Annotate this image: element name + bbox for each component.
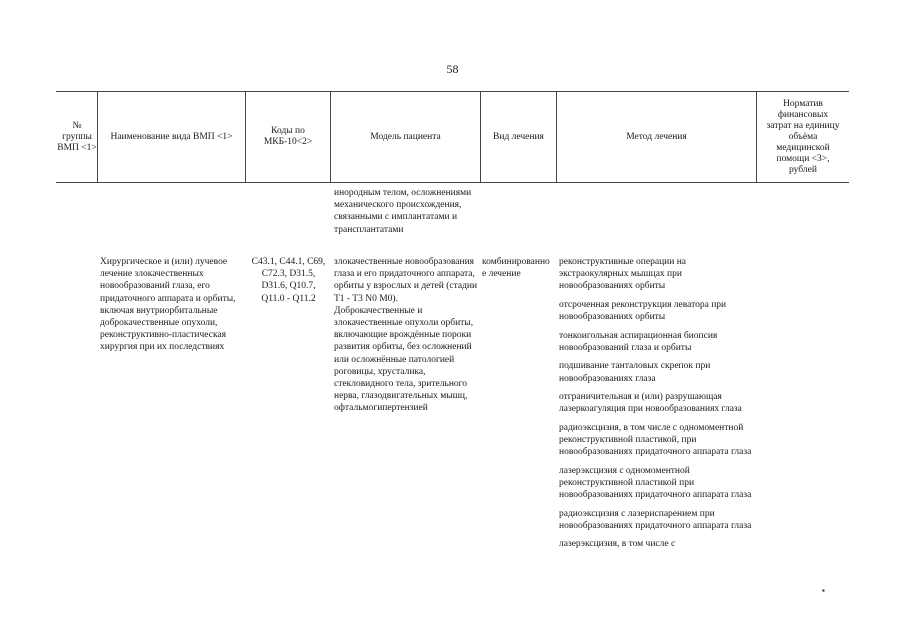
header-treatment-type: Вид лечения [493, 131, 544, 142]
model-continuation-text: инородным телом, осложнениями механического происхождения, связанными с имплантатами и трансплантатами [334, 188, 472, 235]
treatment-type-cell: комбинированное лечение [482, 257, 550, 280]
header-patient-model: Модель пациента [370, 131, 441, 142]
treatment-methods-list [559, 256, 755, 557]
method-item: лазерэксцизия с одномоментной реконструктивной пластикой при новообразованиях придаточного аппарата глаза [559, 465, 752, 501]
header-cost-standard: Норматив финансовых затрат на единицу объёма медицинской помощи <3>, рублей [766, 98, 840, 175]
method-item: радиоэксцизия, в том числе с одномоментной реконструктивной пластикой, при новообразованиях придаточного аппарата глаза [559, 422, 752, 458]
method-item: подшивание танталовых скрепок при новообразованиях глаза [559, 361, 711, 384]
method-item: отсроченная реконструкция леватора при новообразованиях орбиты [559, 299, 727, 323]
method-item: реконструктивные операции на экстраокулярных мышцах при новообразованиях орбиты [559, 257, 687, 292]
header-icd-codes: Коды по МКБ-10<2> [263, 126, 313, 147]
vmp-name-cell: Хирургическое и (или) лучевое лечение злокачественных новообразований глаза, его придаточного аппарата и орбиты, включая внутриорбитальные доброкачественные опухоли, реконструктивно-пластическая хирургия при их последствиях [100, 257, 236, 353]
header-vmp-name: Наименование вида ВМП <1> [110, 131, 233, 142]
header-treatment-method: Метод лечения [626, 131, 687, 142]
header-group-number: № группы ВМП <1> [57, 120, 97, 153]
method-item: радиоэксцизия с лазериспарением при новообразованиях придаточного аппарата глаза [559, 508, 752, 531]
table-header-bottom-border [56, 182, 849, 183]
method-item: лазерэксцизия, в том числе с [559, 539, 676, 550]
icd-codes-cell: C43.1, C44.1, C69, C72.3, D31.5, D31.6, Q10.7, Q11.0 - Q11.2 [251, 257, 326, 304]
method-item: тонкоигольная аспирационная биопсия новообразований глаза и орбиты [559, 330, 718, 353]
patient-model-cell: злокачественные новообразования глаза и его придаточного аппарата, орбиты у взрослых и детей (стадии T1 - T3 N0 M0). Доброкачественные и злокачественные опухоли орбиты, включающие врождённые пороки развития орбиты, без осложнений или осложнённые патологией роговицы, хрусталика, стекловидного тела, зрительного нерва, глазодвигательных мышц, офтальмогипертензией [334, 257, 478, 414]
method-item: отграничительная и (или) разрушающая лазеркоагуляция при новообразованиях глаза [559, 392, 742, 415]
page-number: 58 [446, 62, 459, 76]
scan-mark: ▪ [822, 586, 825, 595]
